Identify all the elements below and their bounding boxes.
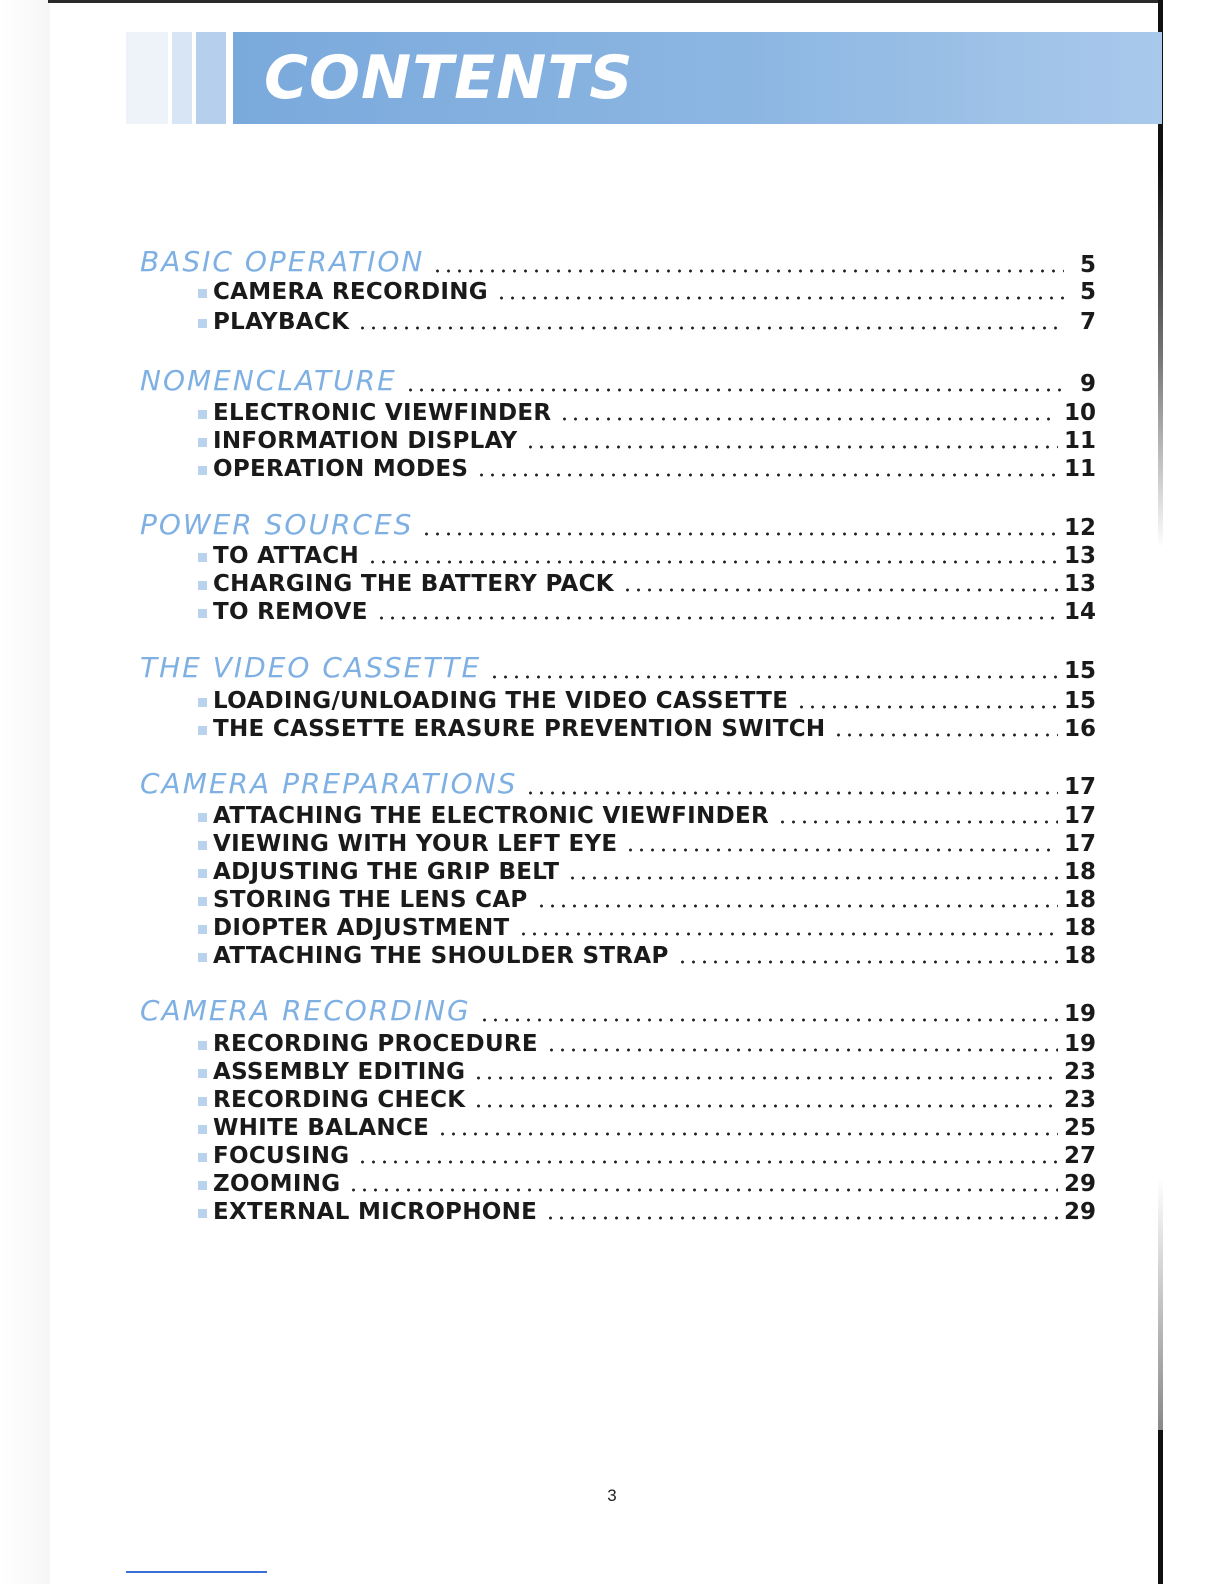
dot-leader [473,1075,1058,1081]
toc-entry[interactable] [198,1169,1096,1197]
toc-entry[interactable] [198,1057,1096,1085]
dot-leader [357,1159,1058,1165]
entry-title: ATTACHING THE ELECTRONIC VIEWFINDER [213,803,769,829]
entry-page-number: 18 [1063,915,1096,941]
banner-strip [126,32,168,124]
entry-page-number: 14 [1063,599,1096,625]
toc-section-heading[interactable] [140,766,1096,800]
entry-page-number: 23 [1063,1059,1096,1085]
square-bullet-icon [198,410,207,419]
entry-title: STORING THE LENS CAP [213,887,528,913]
entry-title: TO ATTACH [213,543,360,569]
toc-entry[interactable] [198,857,1096,885]
entry-page-number: 25 [1063,1115,1096,1141]
dot-leader [496,295,1064,301]
toc-entry[interactable] [198,398,1096,426]
square-bullet-icon [198,609,207,618]
contents-banner [126,32,1162,124]
entry-title: FOCUSING [213,1143,350,1169]
dot-leader [536,903,1058,909]
dot-leader [622,587,1058,593]
page-number: 3 [607,1486,617,1505]
dot-leader [357,325,1064,331]
dot-leader [525,790,1058,796]
toc-entry[interactable] [198,829,1096,857]
square-bullet-icon [198,698,207,707]
toc-entry[interactable] [198,801,1096,829]
toc-section-heading[interactable] [140,993,1096,1027]
toc-entry[interactable] [198,714,1096,742]
entry-page-number: 18 [1063,859,1096,885]
entry-page-number: 5 [1079,279,1096,305]
section-title: THE VIDEO CASSETTE [140,651,482,684]
toc-entry[interactable] [198,913,1096,941]
square-bullet-icon [198,581,207,590]
toc-entry[interactable] [198,1085,1096,1113]
entry-page-number: 13 [1063,571,1096,597]
entry-page-number: 18 [1063,887,1096,913]
entry-title: DIOPTER ADJUSTMENT [213,915,510,941]
dot-leader [405,387,1064,393]
dot-leader [525,444,1058,450]
square-bullet-icon [198,953,207,962]
dot-leader [625,847,1058,853]
entry-title: INFORMATION DISPLAY [213,428,518,454]
bottom-rule [126,1571,267,1573]
entry-title: VIEWING WITH YOUR LEFT EYE [213,831,618,857]
square-bullet-icon [198,289,207,298]
square-bullet-icon [198,466,207,475]
square-bullet-icon [198,1097,207,1106]
entry-title: LOADING/UNLOADING THE VIDEO CASSETTE [213,688,789,714]
entry-page-number: 10 [1063,400,1096,426]
entry-title: TO REMOVE [213,599,368,625]
entry-title: THE CASSETTE ERASURE PREVENTION SWITCH [213,716,826,742]
dot-leader [518,931,1058,937]
toc-section-heading[interactable] [140,507,1096,541]
section-title: NOMENCLATURE [140,364,397,397]
toc-section-heading[interactable] [140,650,1096,684]
section-page-number: 17 [1063,774,1096,800]
square-bullet-icon [198,813,207,822]
square-bullet-icon [198,319,207,328]
toc-section-heading[interactable] [140,363,1096,397]
entry-page-number: 15 [1063,688,1096,714]
toc-entry[interactable] [198,541,1096,569]
toc-entry[interactable] [198,1197,1096,1225]
square-bullet-icon [198,925,207,934]
dot-leader [437,1131,1058,1137]
dot-leader [489,674,1058,680]
toc-entry[interactable] [198,597,1096,625]
entry-title: PLAYBACK [213,309,350,335]
entry-page-number: 27 [1063,1143,1096,1169]
square-bullet-icon [198,553,207,562]
entry-title: ELECTRONIC VIEWFINDER [213,400,552,426]
entry-page-number: 17 [1063,831,1096,857]
section-title: POWER SOURCES [140,508,414,541]
square-bullet-icon [198,1153,207,1162]
toc-entry[interactable] [198,307,1096,335]
toc-section-heading[interactable] [140,244,1096,278]
dot-leader [348,1187,1058,1193]
dot-leader [796,704,1058,710]
section-page-number: 5 [1079,252,1096,278]
toc-entry[interactable] [198,885,1096,913]
dot-leader [546,1047,1058,1053]
toc-entry[interactable] [198,1113,1096,1141]
entry-title: ZOOMING [213,1171,341,1197]
toc-entry[interactable] [198,941,1096,969]
entry-page-number: 16 [1063,716,1096,742]
toc-entry[interactable] [198,277,1096,305]
section-page-number: 12 [1063,515,1096,541]
page-left-edge [0,0,50,1584]
entry-page-number: 29 [1063,1171,1096,1197]
dot-leader [567,875,1058,881]
entry-page-number: 7 [1079,309,1096,335]
entry-page-number: 17 [1063,803,1096,829]
dot-leader [777,819,1058,825]
entry-title: ASSEMBLY EDITING [213,1059,466,1085]
entry-title: EXTERNAL MICROPHONE [213,1199,538,1225]
banner-strip [196,32,226,124]
toc-entry[interactable] [198,569,1096,597]
square-bullet-icon [198,1209,207,1218]
section-page-number: 19 [1063,1001,1096,1027]
entry-title: CHARGING THE BATTERY PACK [213,571,614,597]
page-top-edge [48,0,1162,3]
banner-strip [172,32,192,124]
square-bullet-icon [198,438,207,447]
square-bullet-icon [198,1069,207,1078]
page-title: CONTENTS [264,43,634,113]
square-bullet-icon [198,726,207,735]
dot-leader [367,559,1058,565]
toc-entry[interactable] [198,454,1096,482]
entry-title: ATTACHING THE SHOULDER STRAP [213,943,669,969]
dot-leader [559,416,1058,422]
entry-title: OPERATION MODES [213,456,469,482]
entry-page-number: 29 [1063,1199,1096,1225]
dot-leader [833,732,1058,738]
dot-leader [545,1215,1058,1221]
square-bullet-icon [198,1041,207,1050]
dot-leader [479,1017,1058,1023]
square-bullet-icon [198,841,207,850]
toc-entry[interactable] [198,1029,1096,1057]
square-bullet-icon [198,869,207,878]
square-bullet-icon [198,897,207,906]
dot-leader [421,531,1058,537]
section-page-number: 9 [1079,371,1096,397]
entry-title: ADJUSTING THE GRIP BELT [213,859,560,885]
entry-title: RECORDING CHECK [213,1087,466,1113]
entry-page-number: 19 [1063,1031,1096,1057]
square-bullet-icon [198,1181,207,1190]
section-title: CAMERA PREPARATIONS [140,767,518,800]
dot-leader [476,472,1058,478]
entry-page-number: 11 [1063,456,1096,482]
entry-title: RECORDING PROCEDURE [213,1031,538,1057]
square-bullet-icon [198,1125,207,1134]
section-title: BASIC OPERATION [140,245,425,278]
entry-page-number: 18 [1063,943,1096,969]
dot-leader [432,268,1064,274]
entry-page-number: 11 [1063,428,1096,454]
entry-title: CAMERA RECORDING [213,279,488,305]
entry-page-number: 13 [1063,543,1096,569]
dot-leader [376,615,1058,621]
entry-title: WHITE BALANCE [213,1115,430,1141]
dot-leader [677,959,1058,965]
entry-page-number: 23 [1063,1087,1096,1113]
section-title: CAMERA RECORDING [140,994,471,1027]
section-page-number: 15 [1063,658,1096,684]
toc-entry[interactable] [198,1141,1096,1169]
page-right-edge-fade [1158,170,1163,1430]
toc-entry[interactable] [198,426,1096,454]
dot-leader [473,1103,1058,1109]
toc-entry[interactable] [198,686,1096,714]
